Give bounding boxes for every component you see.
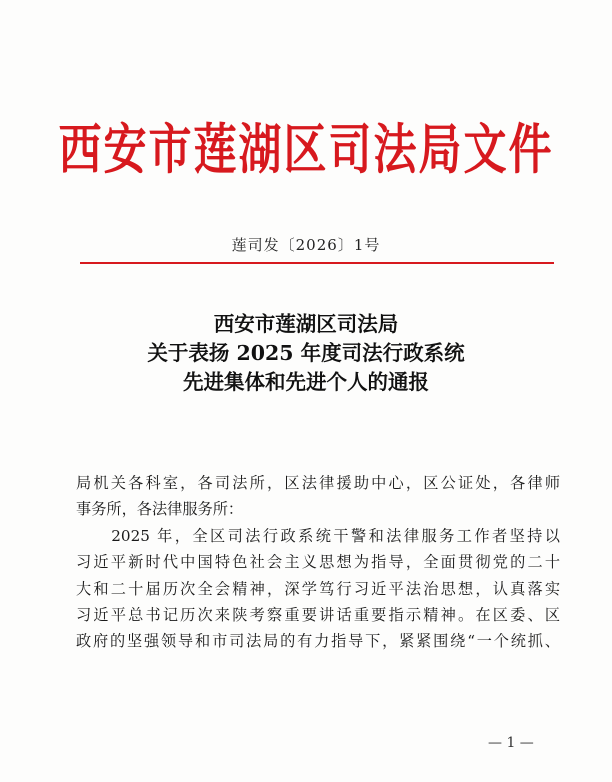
issuing-organization-header: 西安市莲湖区司法局文件 (58, 119, 554, 182)
title-line-3: 先进集体和先进个人的通报 (183, 370, 429, 394)
body-line-3: 2025 年，全区司法行政系统干警和法律服务工作者坚持以 (76, 526, 560, 545)
title-line-2: 关于表扬 2025 年度司法行政系统 (147, 341, 465, 365)
body-line-1: 局机关各科室，各司法所，区法律援助中心，区公证处，各律师 (76, 474, 560, 492)
body-line-4: 习近平新时代中国特色社会主义思想为指导，全面贯彻党的二十 (76, 553, 560, 572)
title-line-1: 西安市莲湖区司法局 (213, 312, 399, 336)
document-title (0, 310, 612, 397)
document-body (76, 470, 560, 655)
document-number: 莲司发〔2026〕1号 (231, 236, 381, 254)
body-line-2: 事务所，各法律服务所： (76, 500, 244, 519)
body-line-7: 政府的坚强领导和市司法局的有力指导下，紧紧围绕“一个统抓、 (76, 632, 560, 651)
page-number: — 1 — (488, 735, 534, 751)
body-line-6: 习近平总书记历次来陕考察重要讲话重要指示精神。在区委、区 (76, 605, 560, 624)
red-divider-line (80, 262, 554, 264)
body-line-5: 大和二十届历次全会精神，深学笃行习近平法治思想，认真落实 (76, 579, 560, 598)
